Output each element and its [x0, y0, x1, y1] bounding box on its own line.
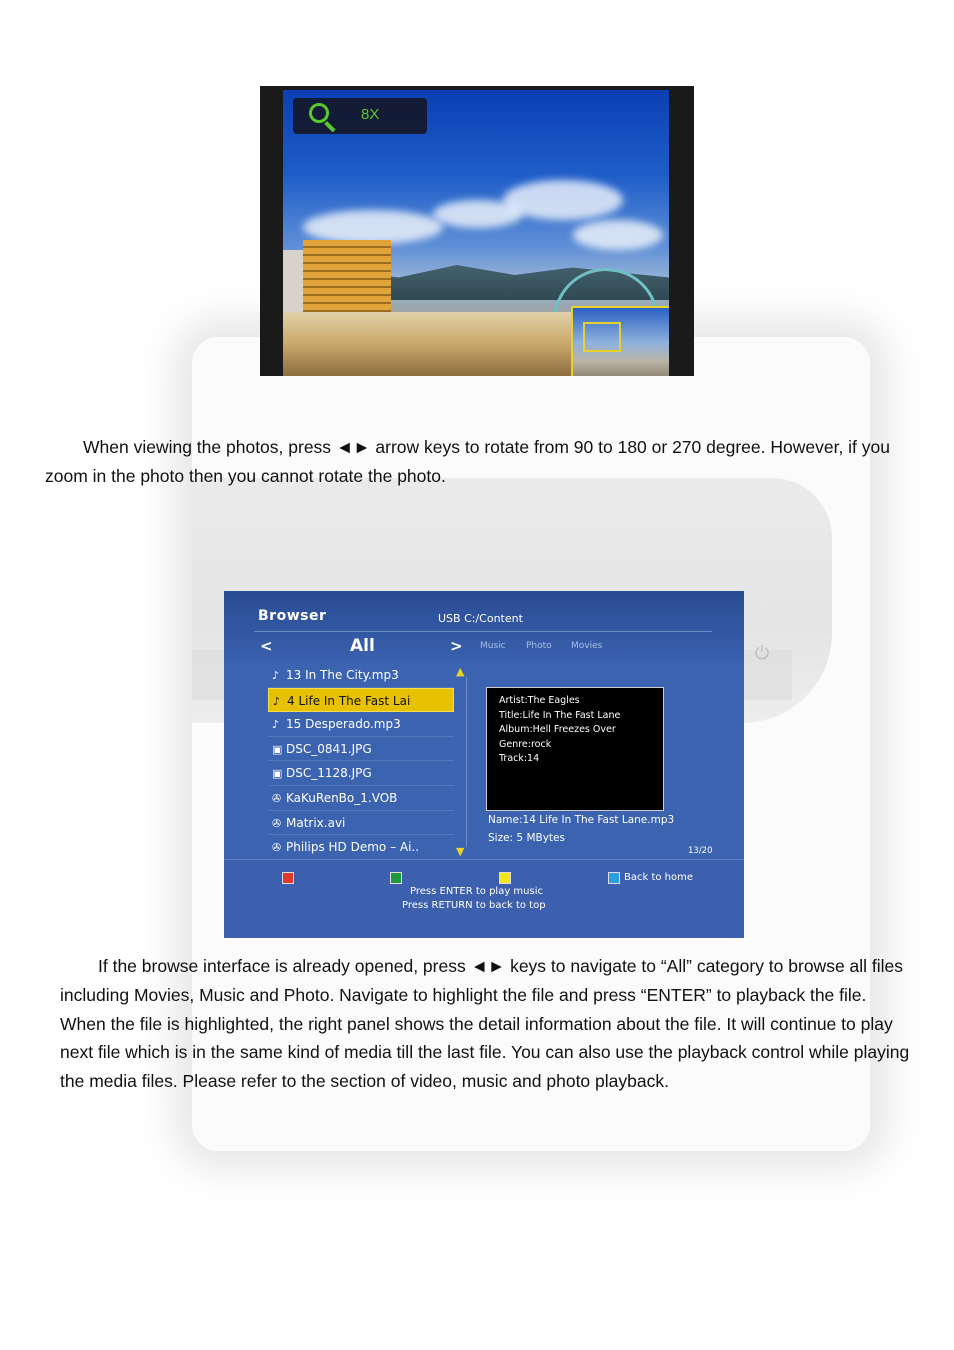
current-category: All [350, 636, 375, 656]
info-artist: Artist:The Eagles [499, 695, 580, 706]
detail-info-panel [486, 687, 664, 811]
file-name-detail: Name:14 Life In The Fast Lane.mp3 [488, 814, 675, 826]
browser-footer [224, 859, 744, 938]
paragraph-browse [60, 952, 915, 1096]
music-note-icon: ♪ [272, 718, 280, 732]
green-key-button[interactable] [390, 872, 402, 884]
list-item-label: DSC_1128.JPG [286, 766, 372, 781]
music-note-icon: ♪ [272, 669, 280, 682]
list-item[interactable] [268, 712, 454, 737]
scrollbar-track[interactable] [466, 677, 467, 847]
list-item[interactable] [268, 835, 454, 860]
building-yellow [303, 240, 391, 312]
cloud [573, 220, 663, 250]
cloud [303, 210, 443, 244]
yellow-key-button[interactable] [499, 872, 511, 884]
prev-category-button[interactable]: < [260, 637, 273, 655]
browser-title: Browser [258, 608, 327, 624]
list-item-label: 13 In The City.mp3 [286, 668, 399, 682]
item-counter: 13/20 [688, 846, 713, 856]
list-item-label: DSC_0841.JPG [286, 741, 372, 756]
info-title: Title:Life In The Fast Lane [499, 709, 621, 721]
hint-enter: Press ENTER to play music [410, 886, 543, 897]
cloud [433, 200, 523, 228]
photo-zoom-screenshot [260, 86, 694, 376]
paragraph-rotate [45, 433, 915, 491]
red-key-button[interactable] [282, 872, 294, 884]
back-to-home-label: Back to home [624, 872, 694, 883]
paragraph-browse-text: If the browse interface is already opened, press ◄► keys to navigate to “All” category to browse all files including Movies, Music and Photo. Navigate to highlight the file and press “ENTER” to playback the file. When the file is highlighted, the right panel shows the detail information about the file. It will continue to play next file which is in the same kind of media till the last file. You can also use the playback control while playing the media files. Please refer to the section of video, music and photo playback. [60, 956, 910, 1092]
info-track: Track:14 [499, 753, 540, 765]
tab-photo[interactable]: Photo [526, 641, 552, 651]
movie-reel-icon: ✇ [272, 816, 282, 830]
hint-return: Press RETURN to back to top [402, 900, 546, 911]
list-item[interactable] [268, 811, 454, 836]
zoom-level: 8X [361, 106, 380, 123]
list-item-label: KaKuRenBo_1.VOB [286, 790, 398, 805]
movie-reel-icon: ✇ [272, 791, 282, 805]
scroll-down-arrow-icon[interactable]: ▼ [456, 845, 465, 858]
list-item[interactable] [268, 786, 454, 811]
list-item-label: Philips HD Demo – Ai.. [286, 840, 420, 855]
music-note-icon: ♪ [273, 694, 281, 708]
power-icon: ⏻ [754, 643, 770, 663]
list-item-label: Matrix.avi [286, 815, 346, 830]
paragraph-rotate-text: When viewing the photos, press ◄► arrow keys to rotate from 90 to 180 or 270 degree. However, if you zoom in the photo then you cannot rotate the photo. [45, 437, 890, 486]
tab-movies[interactable]: Movies [571, 641, 603, 651]
browser-screenshot [224, 591, 744, 938]
photo-icon: ▣ [272, 767, 283, 781]
photo-image [283, 90, 669, 376]
list-item-selected[interactable] [268, 688, 454, 713]
minimap-viewport-frame [583, 322, 621, 352]
file-size-detail: Size: 5 MBytes [488, 832, 565, 844]
file-list [268, 663, 454, 860]
magnifier-icon [309, 103, 329, 123]
header-divider [254, 631, 712, 632]
list-item[interactable] [268, 663, 454, 688]
info-genre: Genre:rock [499, 738, 552, 750]
next-category-button[interactable]: > [450, 637, 463, 655]
zoom-indicator [293, 98, 427, 134]
zoom-minimap [571, 306, 669, 376]
scroll-up-arrow-icon[interactable]: ▲ [456, 665, 465, 678]
photo-icon: ▣ [272, 742, 283, 756]
building-left [283, 250, 305, 312]
tab-music[interactable]: Music [480, 641, 506, 651]
list-item-label: 4 Life In The Fast Lai [287, 693, 411, 708]
list-item[interactable] [268, 761, 454, 786]
browser-path: USB C:/Content [438, 612, 523, 625]
info-album: Album:Hell Freezes Over [499, 724, 616, 736]
movie-reel-icon: ✇ [272, 841, 282, 855]
blue-key-button[interactable] [608, 872, 620, 884]
list-item-label: 15 Desperado.mp3 [286, 717, 401, 732]
list-item[interactable] [268, 737, 454, 762]
